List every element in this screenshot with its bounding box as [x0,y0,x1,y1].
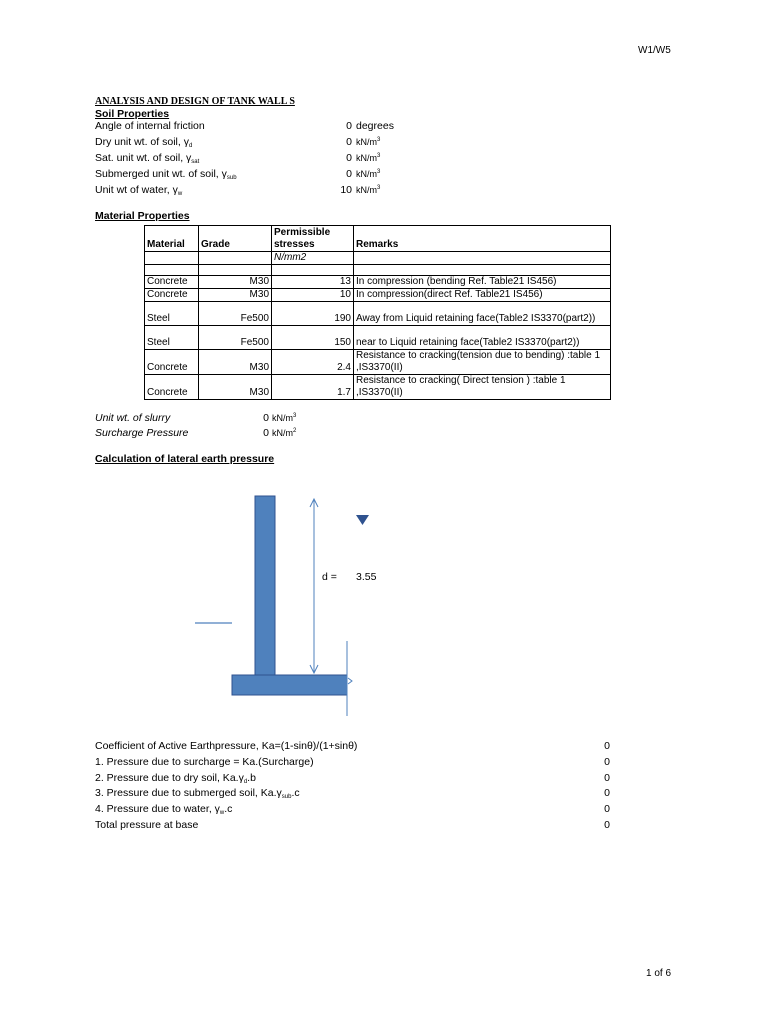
cell-material: Steel [145,302,199,326]
soil-property-unit: $kN/m^3$ [356,153,381,163]
soil-property-unit: $kN/m^3$ [356,185,381,195]
surcharge-value: 0 [263,427,269,439]
cell-grade: Fe500 [199,326,272,350]
calculation-label: Total pressure at base [95,819,199,831]
soil-property-value: 0 [346,136,352,148]
calculation-label: 2. Pressure due to dry soil, $Ka.\gamma_d.b$ [95,772,256,785]
wall-base-slab [232,675,347,695]
calculation-label: 4. Pressure due to water, $\gamma_w.c$ [95,803,233,816]
page-number: 1 of 6 [646,968,672,979]
cell-remarks: Resistance to cracking(tension due to bending) :table 1 ,IS3370(II) [354,350,611,375]
cell-stress-value: 2.4 [272,350,354,375]
header-remarks: Remarks [354,226,611,252]
cell-material: Steel [145,326,199,350]
document-title: ANALYSIS AND DESIGN OF TANK WALL S [95,96,295,107]
calculation-value: 0 [604,803,610,815]
lateral-pressure-heading: Calculation of lateral earth pressure [95,453,275,465]
cell-stress-value: 13 [272,276,354,289]
cell-material: Concrete [145,289,199,302]
soil-property-unit: $kN/m^3$ [356,137,381,147]
soil-property-label: Dry unit wt. of soil, $\gamma_d$ [95,136,193,149]
wall-stem [255,496,275,677]
surcharge-label: Surcharge Pressure [95,427,189,439]
cell-material: Concrete [145,350,199,375]
slurry-label: Unit wt. of slurry [95,412,171,424]
slurry-unit: $kN/m^3$ [272,413,297,423]
material-properties-heading: Material Properties [95,210,190,222]
soil-property-value: 0 [346,152,352,164]
calculation-value: 0 [604,740,610,752]
cell-remarks: Resistance to cracking( Direct tension ) :table 1 ,IS3370(II) [354,375,611,400]
cell-stress-value: 190 [272,302,354,326]
calculation-value: 0 [604,787,610,799]
calculation-label: 1. Pressure due to surcharge = Ka.(Surcharge) [95,756,314,768]
cell-stress-value: 1.7 [272,375,354,400]
cell-grade: M30 [199,289,272,302]
calculation-value: 0 [604,756,610,768]
surcharge-unit: $kN/m^2$ [272,428,297,438]
slurry-value: 0 [263,412,269,424]
calculation-value: 0 [604,772,610,784]
cell-remarks: near to Liquid retaining face(Table2 IS3370(part2)) [354,326,611,350]
calculation-label: 3. Pressure due to submerged soil, $Ka.\gamma_{sub}.c$ [95,787,300,800]
sheet-reference: W1/W5 [638,45,671,56]
soil-property-value: 10 [340,184,352,196]
cell-grade: Fe500 [199,302,272,326]
calculation-label: Coefficient of Active Earthpressure, Ka=(1-sinθ)/(1+sinθ) [95,740,358,752]
soil-properties-heading: Soil Properties [95,108,170,120]
soil-property-value: 0 [346,120,352,132]
soil-property-label: Sat. unit wt. of soil, $\gamma_{sat}$ [95,152,200,165]
header-stresses: Permissible stresses [272,226,354,252]
cell-stress-value: 10 [272,289,354,302]
cell-remarks: Away from Liquid retaining face(Table2 IS3370(part2)) [354,302,611,326]
soil-property-unit: $kN/m^3$ [356,169,381,179]
depth-value: 3.55 [356,571,377,583]
soil-property-label: Unit wt of water, $\gamma_w$ [95,184,183,197]
header-grade: Grade [199,226,272,252]
cell-grade: M30 [199,276,272,289]
cell-grade: M30 [199,350,272,375]
base-arrow-icon [348,678,352,684]
cell-grade: M30 [199,375,272,400]
cell-material: Concrete [145,375,199,400]
water-level-marker-icon [356,515,369,525]
soil-property-value: 0 [346,168,352,180]
cell-material: Concrete [145,276,199,289]
stress-unit: N/mm2 [272,252,354,265]
soil-property-unit: degrees [356,120,394,132]
header-material: Material [145,226,199,252]
cell-stress-value: 150 [272,326,354,350]
cell-remarks: In compression (bending Ref. Table21 IS456) [354,276,611,289]
calculation-value: 0 [604,819,610,831]
soil-property-label: Submerged unit wt. of soil, $\gamma_{sub}$ [95,168,237,181]
soil-property-label: Angle of internal friction [95,120,205,132]
depth-label: d = [322,571,337,583]
cell-remarks: In compression(direct Ref. Table21 IS456) [354,289,611,302]
